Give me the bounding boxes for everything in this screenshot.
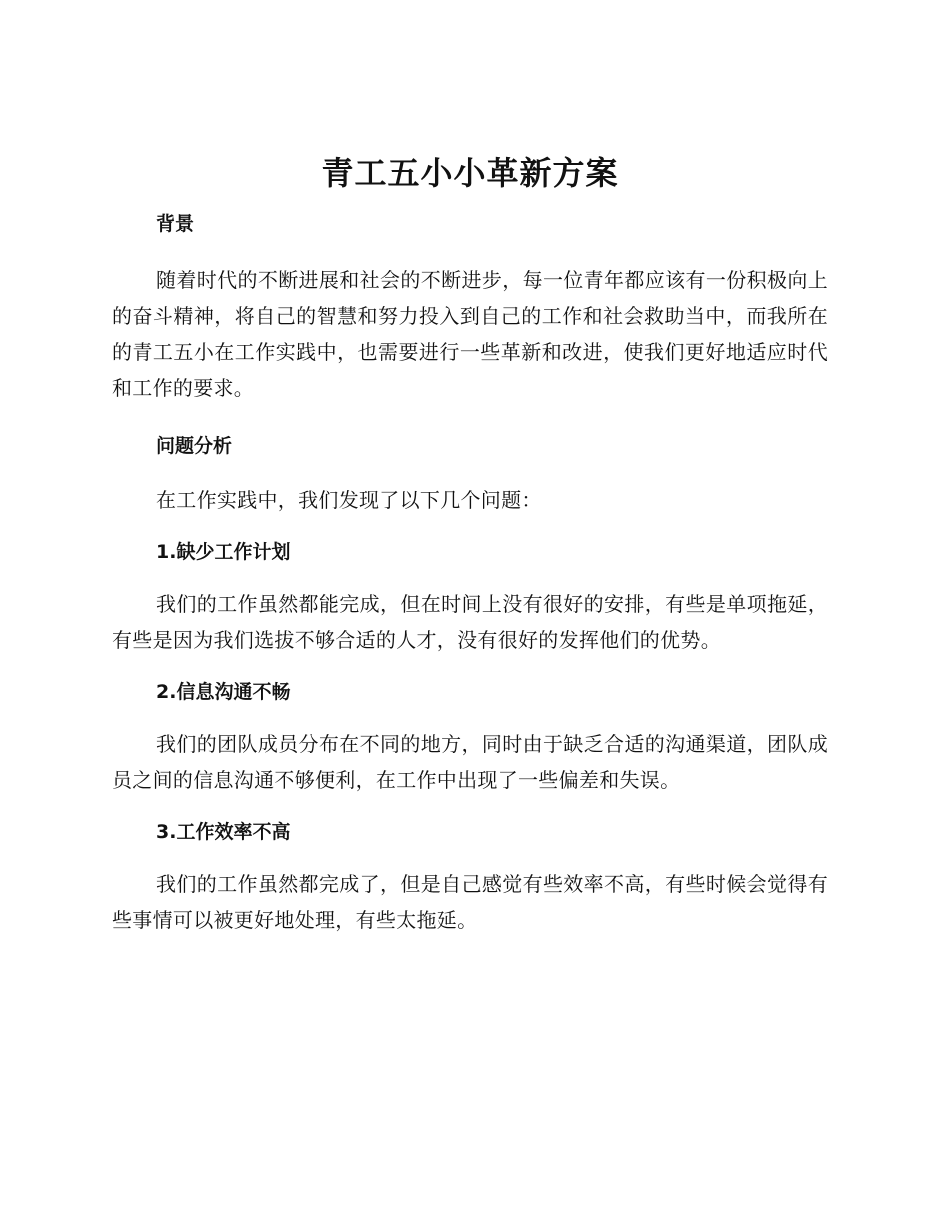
issue-heading-2: 2.信息沟通不畅: [156, 681, 291, 703]
issue-paragraph-1: 我们的工作虽然都能完成，但在时间上没有很好的安排，有些是单项拖延，有些是因为我们选拔不够合适的人才，没有很好的发挥他们的优势。: [112, 592, 828, 652]
analysis-intro-paragraph: 在工作实践中，我们发现了以下几个问题：: [156, 488, 542, 512]
background-paragraph: 随着时代的不断进展和社会的不断进步，每一位青年都应该有一份积极向上的奋斗精神，将自己的智慧和努力投入到自己的工作和社会救助当中，而我所在的青工五小在工作实践中，也需要进行一些革新和改进，使我们更好地适应时代和工作的要求。: [112, 268, 828, 400]
section-heading-background: 背景: [156, 213, 195, 235]
section-heading-analysis: 问题分析: [156, 435, 233, 457]
issue-heading-3: 3.工作效率不高: [156, 821, 291, 843]
issue-paragraph-3: 我们的工作虽然都完成了，但是自己感觉有些效率不高，有些时候会觉得有些事情可以被更好地处理，有些太拖延。: [112, 872, 828, 932]
issue-heading-1: 1.缺少工作计划: [156, 541, 291, 563]
issue-paragraph-2: 我们的团队成员分布在不同的地方，同时由于缺乏合适的沟通渠道，团队成员之间的信息沟通不够便利，在工作中出现了一些偏差和失误。: [112, 732, 828, 792]
document-title: 青工五小小革新方案: [321, 154, 619, 192]
